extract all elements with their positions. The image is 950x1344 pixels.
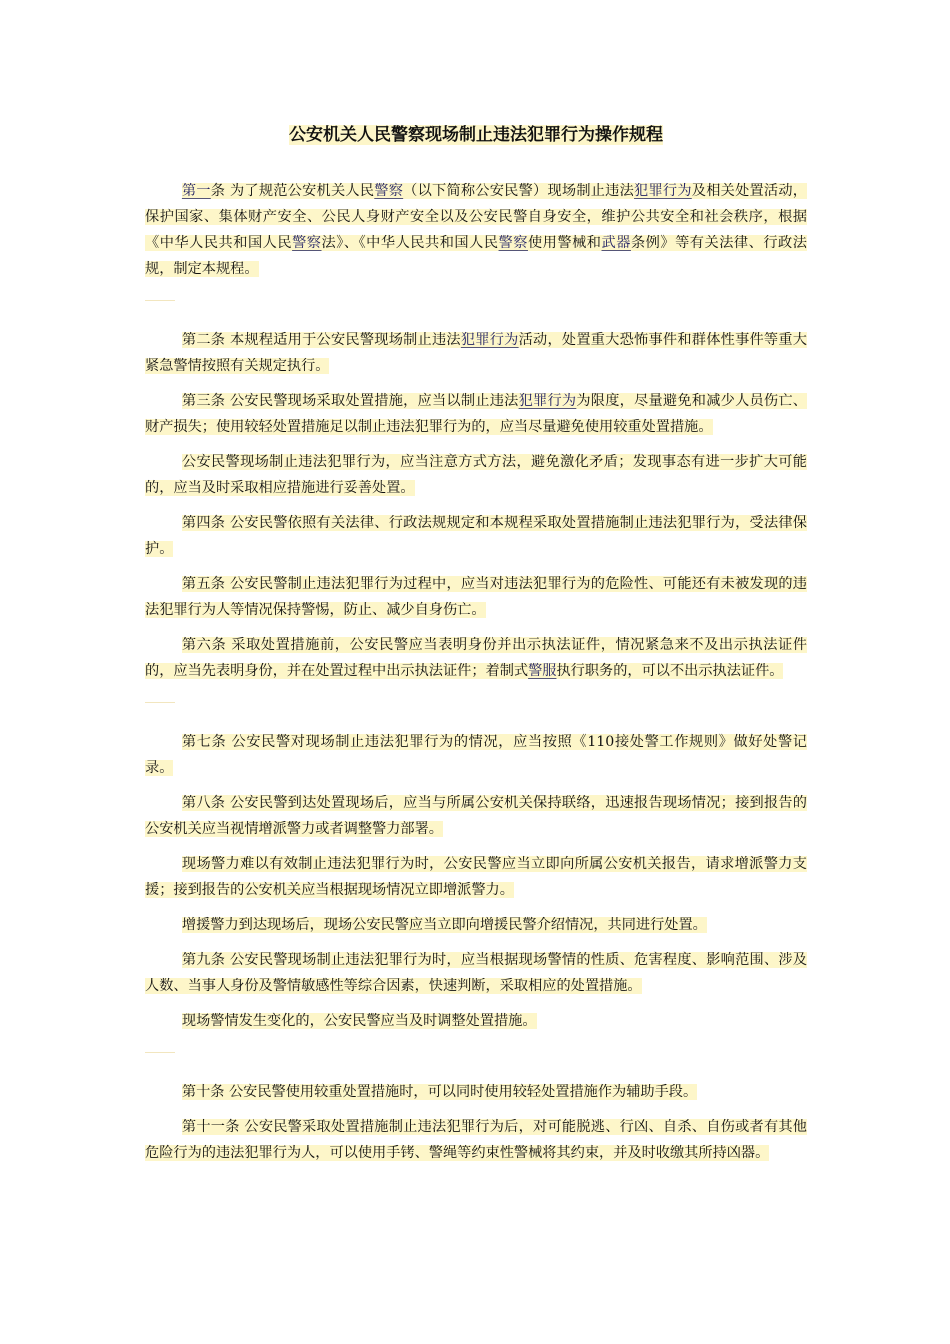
- paragraph-highlight: [145, 1119, 807, 1161]
- paragraph-text: 第九条 公安民警现场制止违法犯罪行为时，应当根据现场警情的性质、危害程度、影响范围、涉及人数、当事人身份及警情敏感性等综合因素，快速判断，采取相应的处置措施。: [145, 952, 807, 994]
- article-paragraph: [145, 178, 807, 282]
- article-paragraph: [145, 449, 807, 501]
- paragraph-highlight: [145, 856, 807, 898]
- article-paragraph: [145, 912, 807, 938]
- paragraph-text: 法》、《中华人民共和国人民: [321, 235, 499, 251]
- paragraph-highlight: [182, 917, 707, 933]
- inline-link[interactable]: 犯罪行为: [634, 183, 692, 199]
- document-page: [145, 122, 807, 1175]
- paragraph-highlight: [145, 576, 807, 618]
- section-divider: [145, 300, 175, 301]
- section-divider: [145, 1052, 175, 1053]
- paragraph-text: 第十一条 公安民警采取处置措施制止违法犯罪行为后，对可能脱逃、行凶、自杀、自伤或者有其他危险行为的违法犯罪行为人，可以使用手铐、警绳等约束性警械将其约束，并及时收缴其所持凶器。: [145, 1119, 807, 1161]
- section-divider: [145, 702, 175, 703]
- inline-link[interactable]: 第一: [181, 183, 211, 199]
- article-paragraph: [145, 851, 807, 903]
- paragraph-highlight: [145, 637, 807, 679]
- article-paragraph: [145, 510, 807, 562]
- article-list: [145, 178, 807, 1166]
- paragraph-text: 条 为了规范公安机关人民: [210, 183, 375, 199]
- paragraph-text: 现场警情发生变化的，公安民警应当及时调整处置措施。: [181, 1013, 537, 1029]
- paragraph-highlight: [145, 454, 807, 496]
- inline-link[interactable]: 犯罪行为: [460, 332, 519, 348]
- paragraph-text: 第八条 公安民警到达处置现场后，应当与所属公安机关保持联络，迅速报告现场情况；接到报告的公安机关应当视情增派警力或者调整警力部署。: [145, 795, 807, 837]
- article-paragraph: [145, 1114, 807, 1166]
- paragraph-text: 第七条 公安民警对现场制止违法犯罪行为的情况，应当按照《110接处警工作规则》做好处警记录。: [145, 734, 807, 776]
- paragraph-text: 增援警力到达现场后，现场公安民警应当立即向增援民警介绍情况，共同进行处置。: [181, 917, 707, 933]
- paragraph-text: 第五条 公安民警制止违法犯罪行为过程中，应当对违法犯罪行为的危险性、可能还有未被发现的违法犯罪行为人等情况保持警惕，防止、减少自身伤亡。: [145, 576, 807, 618]
- document-title: [145, 122, 807, 148]
- article-paragraph: [145, 790, 807, 842]
- paragraph-highlight: [145, 952, 807, 994]
- paragraph-text: 使用警械和: [527, 235, 602, 251]
- inline-link[interactable]: 警服: [528, 663, 557, 679]
- paragraph-text: （以下简称公安民警）现场制止违法: [403, 183, 635, 199]
- paragraph-text: 第三条 公安民警现场采取处置措施，应当以制止违法: [181, 393, 519, 409]
- inline-link[interactable]: 警察: [498, 235, 528, 251]
- paragraph-text: 为限度，尽量避免和减少人员伤亡、财产损失；使用较轻处置措施足以制止违法犯罪行为的，应当尽量避免使用较重处置措施。: [145, 393, 807, 435]
- paragraph-highlight: [145, 795, 807, 837]
- paragraph-highlight: [145, 734, 807, 776]
- article-paragraph: [145, 632, 807, 684]
- paragraph-highlight: [182, 1084, 697, 1100]
- paragraph-text: 第二条 本规程适用于公安民警现场制止违法: [181, 332, 461, 348]
- paragraph-text: 现场警力难以有效制止违法犯罪行为时，公安民警应当立即向所属公安机关报告，请求增派警力支援；接到报告的公安机关应当根据现场情况立即增派警力。: [145, 856, 807, 898]
- paragraph-highlight: [182, 1013, 537, 1029]
- paragraph-text: 第六条 采取处置措施前，公安民警应当表明身份并出示执法证件，情况紧急来不及出示执法证件的，应当先表明身份，并在处置过程中出示执法证件；着制式: [145, 637, 807, 679]
- paragraph-text: 公安民警现场制止违法犯罪行为，应当注意方式方法，避免激化矛盾；发现事态有进一步扩大可能的，应当及时采取相应措施进行妥善处置。: [145, 454, 807, 496]
- article-paragraph: [145, 1079, 807, 1105]
- article-paragraph: [145, 327, 807, 379]
- article-paragraph: [145, 1008, 807, 1034]
- paragraph-text: 第四条 公安民警依照有关法律、行政法规规定和本规程采取处置措施制止违法犯罪行为，受法律保护。: [145, 515, 807, 557]
- inline-link[interactable]: 警察: [374, 183, 404, 199]
- paragraph-text: 活动，处置重大恐怖事件和群体性事件等重大紧急警情按照有关规定执行。: [145, 332, 807, 374]
- article-paragraph: [145, 571, 807, 623]
- paragraph-highlight: [145, 515, 807, 557]
- article-paragraph: [145, 947, 807, 999]
- document-title-text: 公安机关人民警察现场制止违法犯罪行为操作规程: [289, 125, 663, 145]
- paragraph-text: 第十条 公安民警使用较重处置措施时，可以同时使用较轻处置措施作为辅助手段。: [181, 1084, 698, 1100]
- paragraph-highlight: [145, 332, 807, 374]
- paragraph-highlight: [145, 393, 807, 435]
- paragraph-text: 及相关处置活动，保护国家、集体财产安全、公民人身财产安全以及公安民警自身安全，维护公共安全和社会秩序，根据《中华人民共和国人民: [145, 183, 807, 251]
- paragraph-text: 执行职务的，可以不出示执法证件。: [556, 663, 784, 679]
- article-paragraph: [145, 729, 807, 781]
- inline-link[interactable]: 武器: [601, 235, 631, 251]
- article-paragraph: [145, 388, 807, 440]
- paragraph-text: 条例》等有关法律、行政法规，制定本规程。: [145, 235, 807, 277]
- inline-link[interactable]: 犯罪行为: [518, 393, 577, 409]
- paragraph-highlight: [145, 183, 807, 277]
- inline-link[interactable]: 警察: [292, 235, 322, 251]
